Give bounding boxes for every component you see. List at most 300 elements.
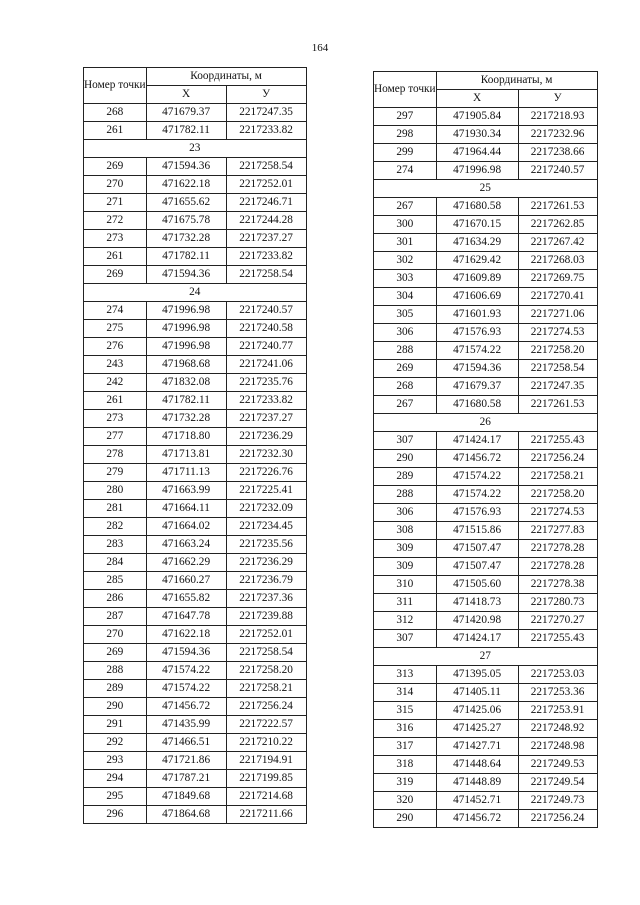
x-coordinate-cell: 471427.71 bbox=[436, 738, 518, 756]
x-coordinate-cell: 471574.22 bbox=[436, 468, 518, 486]
x-coordinate-cell: 471425.06 bbox=[436, 702, 518, 720]
x-coordinate-cell: 471996.98 bbox=[436, 162, 518, 180]
x-coordinate-cell: 471507.47 bbox=[436, 558, 518, 576]
x-coordinate-cell: 471622.18 bbox=[146, 176, 226, 194]
header-y: У bbox=[226, 86, 306, 104]
table-row bbox=[84, 338, 307, 356]
table-row bbox=[84, 590, 307, 608]
x-coordinate-cell: 471507.47 bbox=[436, 540, 518, 558]
x-coordinate-cell: 471594.36 bbox=[146, 158, 226, 176]
x-coordinate-cell: 471405.11 bbox=[436, 684, 518, 702]
y-coordinate-cell: 2217232.09 bbox=[226, 500, 306, 518]
y-coordinate-cell: 2217235.76 bbox=[226, 374, 306, 392]
coordinates-table-left bbox=[83, 67, 307, 824]
point-number-cell: 294 bbox=[84, 770, 147, 788]
y-coordinate-cell: 2217236.29 bbox=[226, 554, 306, 572]
point-number-cell: 282 bbox=[84, 518, 147, 536]
x-coordinate-cell: 471655.62 bbox=[146, 194, 226, 212]
table-row bbox=[374, 468, 598, 486]
table-row bbox=[374, 720, 598, 738]
x-coordinate-cell: 471663.24 bbox=[146, 536, 226, 554]
y-coordinate-cell: 2217253.36 bbox=[518, 684, 597, 702]
table-row bbox=[84, 248, 307, 266]
point-number-cell: 278 bbox=[84, 446, 147, 464]
x-coordinate-cell: 471664.02 bbox=[146, 518, 226, 536]
y-coordinate-cell: 2217255.43 bbox=[518, 432, 597, 450]
y-coordinate-cell: 2217218.93 bbox=[518, 108, 597, 126]
x-coordinate-cell: 471574.22 bbox=[146, 662, 226, 680]
y-coordinate-cell: 2217256.24 bbox=[226, 698, 306, 716]
point-number-cell: 269 bbox=[374, 360, 437, 378]
section-number: 23 bbox=[84, 140, 307, 158]
y-coordinate-cell: 2217253.03 bbox=[518, 666, 597, 684]
x-coordinate-cell: 471660.27 bbox=[146, 572, 226, 590]
y-coordinate-cell: 2217210.22 bbox=[226, 734, 306, 752]
section-row bbox=[374, 414, 598, 432]
point-number-cell: 270 bbox=[84, 626, 147, 644]
point-number-cell: 309 bbox=[374, 558, 437, 576]
x-coordinate-cell: 471622.18 bbox=[146, 626, 226, 644]
y-coordinate-cell: 2217258.54 bbox=[518, 360, 597, 378]
y-coordinate-cell: 2217261.53 bbox=[518, 198, 597, 216]
table-row bbox=[374, 198, 598, 216]
point-number-cell: 313 bbox=[374, 666, 437, 684]
x-coordinate-cell: 471435.99 bbox=[146, 716, 226, 734]
y-coordinate-cell: 2217271.06 bbox=[518, 306, 597, 324]
header-y: У bbox=[518, 90, 597, 108]
table-row bbox=[84, 104, 307, 122]
header-point-number: Номер точки bbox=[374, 72, 437, 108]
table-row bbox=[84, 770, 307, 788]
point-number-cell: 312 bbox=[374, 612, 437, 630]
point-number-cell: 306 bbox=[374, 324, 437, 342]
table-row bbox=[84, 176, 307, 194]
section-row bbox=[84, 284, 307, 302]
x-coordinate-cell: 471964.44 bbox=[436, 144, 518, 162]
point-number-cell: 268 bbox=[374, 378, 437, 396]
section-number: 26 bbox=[374, 414, 598, 432]
y-coordinate-cell: 2217240.57 bbox=[226, 302, 306, 320]
point-number-cell: 280 bbox=[84, 482, 147, 500]
table-row bbox=[374, 540, 598, 558]
point-number-cell: 267 bbox=[374, 198, 437, 216]
y-coordinate-cell: 2217258.21 bbox=[518, 468, 597, 486]
point-number-cell: 304 bbox=[374, 288, 437, 306]
point-number-cell: 281 bbox=[84, 500, 147, 518]
point-number-cell: 283 bbox=[84, 536, 147, 554]
table-row bbox=[84, 644, 307, 662]
point-number-cell: 317 bbox=[374, 738, 437, 756]
y-coordinate-cell: 2217278.38 bbox=[518, 576, 597, 594]
table-row bbox=[374, 666, 598, 684]
point-number-cell: 242 bbox=[84, 374, 147, 392]
point-number-cell: 298 bbox=[374, 126, 437, 144]
table-row bbox=[84, 554, 307, 572]
x-coordinate-cell: 471574.22 bbox=[436, 342, 518, 360]
header-coordinates: Координаты, м bbox=[436, 72, 597, 90]
header-x: X bbox=[436, 90, 518, 108]
y-coordinate-cell: 2217262.85 bbox=[518, 216, 597, 234]
y-coordinate-cell: 2217258.54 bbox=[226, 266, 306, 284]
point-number-cell: 273 bbox=[84, 410, 147, 428]
table-row bbox=[84, 302, 307, 320]
page-number: 164 bbox=[311, 42, 329, 54]
section-row bbox=[374, 648, 598, 666]
section-row bbox=[374, 180, 598, 198]
y-coordinate-cell: 2217233.82 bbox=[226, 248, 306, 266]
table-row bbox=[374, 702, 598, 720]
table-row bbox=[374, 774, 598, 792]
x-coordinate-cell: 471647.78 bbox=[146, 608, 226, 626]
point-number-cell: 284 bbox=[84, 554, 147, 572]
table-row bbox=[84, 500, 307, 518]
y-coordinate-cell: 2217238.66 bbox=[518, 144, 597, 162]
table-row bbox=[84, 212, 307, 230]
y-coordinate-cell: 2217247.35 bbox=[518, 378, 597, 396]
table-row bbox=[374, 612, 598, 630]
x-coordinate-cell: 471711.13 bbox=[146, 464, 226, 482]
table-row bbox=[374, 252, 598, 270]
x-coordinate-cell: 471425.27 bbox=[436, 720, 518, 738]
y-coordinate-cell: 2217246.71 bbox=[226, 194, 306, 212]
table-row bbox=[374, 306, 598, 324]
table-row bbox=[84, 734, 307, 752]
point-number-cell: 285 bbox=[84, 572, 147, 590]
y-coordinate-cell: 2217233.82 bbox=[226, 122, 306, 140]
y-coordinate-cell: 2217268.03 bbox=[518, 252, 597, 270]
y-coordinate-cell: 2217247.35 bbox=[226, 104, 306, 122]
x-coordinate-cell: 471664.11 bbox=[146, 500, 226, 518]
table-row bbox=[374, 810, 598, 828]
table-row bbox=[84, 680, 307, 698]
x-coordinate-cell: 471732.28 bbox=[146, 230, 226, 248]
x-coordinate-cell: 471452.71 bbox=[436, 792, 518, 810]
point-number-cell: 305 bbox=[374, 306, 437, 324]
table-row bbox=[374, 594, 598, 612]
point-number-cell: 297 bbox=[374, 108, 437, 126]
x-coordinate-cell: 471634.29 bbox=[436, 234, 518, 252]
y-coordinate-cell: 2217261.53 bbox=[518, 396, 597, 414]
x-coordinate-cell: 471594.36 bbox=[146, 266, 226, 284]
point-number-cell: 261 bbox=[84, 392, 147, 410]
x-coordinate-cell: 471448.89 bbox=[436, 774, 518, 792]
point-number-cell: 274 bbox=[374, 162, 437, 180]
x-coordinate-cell: 471718.80 bbox=[146, 428, 226, 446]
y-coordinate-cell: 2217235.56 bbox=[226, 536, 306, 554]
x-coordinate-cell: 471732.28 bbox=[146, 410, 226, 428]
x-coordinate-cell: 471670.15 bbox=[436, 216, 518, 234]
y-coordinate-cell: 2217258.54 bbox=[226, 158, 306, 176]
x-coordinate-cell: 471606.69 bbox=[436, 288, 518, 306]
point-number-cell: 269 bbox=[84, 158, 147, 176]
x-coordinate-cell: 471996.98 bbox=[146, 320, 226, 338]
y-coordinate-cell: 2217232.30 bbox=[226, 446, 306, 464]
x-coordinate-cell: 471594.36 bbox=[146, 644, 226, 662]
table-row bbox=[374, 126, 598, 144]
x-coordinate-cell: 471574.22 bbox=[146, 680, 226, 698]
point-number-cell: 299 bbox=[374, 144, 437, 162]
x-coordinate-cell: 471782.11 bbox=[146, 122, 226, 140]
y-coordinate-cell: 2217234.45 bbox=[226, 518, 306, 536]
y-coordinate-cell: 2217270.27 bbox=[518, 612, 597, 630]
table-row bbox=[374, 738, 598, 756]
y-coordinate-cell: 2217244.28 bbox=[226, 212, 306, 230]
x-coordinate-cell: 471456.72 bbox=[146, 698, 226, 716]
x-coordinate-cell: 471576.93 bbox=[436, 324, 518, 342]
x-coordinate-cell: 471663.99 bbox=[146, 482, 226, 500]
point-number-cell: 300 bbox=[374, 216, 437, 234]
point-number-cell: 314 bbox=[374, 684, 437, 702]
section-number: 24 bbox=[84, 284, 307, 302]
y-coordinate-cell: 2217256.24 bbox=[518, 450, 597, 468]
y-coordinate-cell: 2217278.28 bbox=[518, 558, 597, 576]
x-coordinate-cell: 471456.72 bbox=[436, 450, 518, 468]
table-row bbox=[374, 288, 598, 306]
table-row bbox=[374, 342, 598, 360]
y-coordinate-cell: 2217269.75 bbox=[518, 270, 597, 288]
x-coordinate-cell: 471832.08 bbox=[146, 374, 226, 392]
point-number-cell: 308 bbox=[374, 522, 437, 540]
table-row bbox=[374, 270, 598, 288]
y-coordinate-cell: 2217194.91 bbox=[226, 752, 306, 770]
y-coordinate-cell: 2217240.57 bbox=[518, 162, 597, 180]
table-row bbox=[84, 320, 307, 338]
point-number-cell: 307 bbox=[374, 630, 437, 648]
y-coordinate-cell: 2217267.42 bbox=[518, 234, 597, 252]
table-row bbox=[374, 234, 598, 252]
y-coordinate-cell: 2217248.92 bbox=[518, 720, 597, 738]
table-row bbox=[374, 630, 598, 648]
section-row bbox=[84, 140, 307, 158]
point-number-cell: 316 bbox=[374, 720, 437, 738]
y-coordinate-cell: 2217211.66 bbox=[226, 806, 306, 824]
x-coordinate-cell: 471420.98 bbox=[436, 612, 518, 630]
point-number-cell: 302 bbox=[374, 252, 437, 270]
y-coordinate-cell: 2217255.43 bbox=[518, 630, 597, 648]
x-coordinate-cell: 471601.93 bbox=[436, 306, 518, 324]
table-row bbox=[84, 446, 307, 464]
x-coordinate-cell: 471864.68 bbox=[146, 806, 226, 824]
x-coordinate-cell: 471679.37 bbox=[436, 378, 518, 396]
x-coordinate-cell: 471721.86 bbox=[146, 752, 226, 770]
table-row bbox=[84, 122, 307, 140]
table-row bbox=[374, 576, 598, 594]
point-number-cell: 320 bbox=[374, 792, 437, 810]
point-number-cell: 289 bbox=[374, 468, 437, 486]
table-row bbox=[374, 396, 598, 414]
y-coordinate-cell: 2217222.57 bbox=[226, 716, 306, 734]
point-number-cell: 269 bbox=[84, 266, 147, 284]
table-row bbox=[84, 698, 307, 716]
x-coordinate-cell: 471849.68 bbox=[146, 788, 226, 806]
point-number-cell: 295 bbox=[84, 788, 147, 806]
x-coordinate-cell: 471609.89 bbox=[436, 270, 518, 288]
coordinates-table-right bbox=[373, 71, 598, 828]
section-number: 25 bbox=[374, 180, 598, 198]
point-number-cell: 288 bbox=[374, 486, 437, 504]
table-row bbox=[374, 108, 598, 126]
table-row bbox=[84, 536, 307, 554]
point-number-cell: 270 bbox=[84, 176, 147, 194]
table-row bbox=[374, 558, 598, 576]
table-row bbox=[84, 194, 307, 212]
y-coordinate-cell: 2217233.82 bbox=[226, 392, 306, 410]
point-number-cell: 309 bbox=[374, 540, 437, 558]
point-number-cell: 318 bbox=[374, 756, 437, 774]
x-coordinate-cell: 471515.86 bbox=[436, 522, 518, 540]
y-coordinate-cell: 2217237.27 bbox=[226, 410, 306, 428]
header-coordinates: Координаты, м bbox=[146, 68, 306, 86]
table-row bbox=[84, 788, 307, 806]
x-coordinate-cell: 471576.93 bbox=[436, 504, 518, 522]
point-number-cell: 288 bbox=[374, 342, 437, 360]
y-coordinate-cell: 2217236.29 bbox=[226, 428, 306, 446]
y-coordinate-cell: 2217236.79 bbox=[226, 572, 306, 590]
y-coordinate-cell: 2217199.85 bbox=[226, 770, 306, 788]
point-number-cell: 269 bbox=[84, 644, 147, 662]
x-coordinate-cell: 471629.42 bbox=[436, 252, 518, 270]
point-number-cell: 274 bbox=[84, 302, 147, 320]
x-coordinate-cell: 471675.78 bbox=[146, 212, 226, 230]
table-row bbox=[84, 392, 307, 410]
table-row bbox=[374, 432, 598, 450]
x-coordinate-cell: 471594.36 bbox=[436, 360, 518, 378]
y-coordinate-cell: 2217249.54 bbox=[518, 774, 597, 792]
table-row bbox=[374, 684, 598, 702]
y-coordinate-cell: 2217277.83 bbox=[518, 522, 597, 540]
table-row bbox=[374, 756, 598, 774]
table-row bbox=[84, 608, 307, 626]
table-row bbox=[374, 144, 598, 162]
point-number-cell: 268 bbox=[84, 104, 147, 122]
x-coordinate-cell: 471424.17 bbox=[436, 432, 518, 450]
y-coordinate-cell: 2217241.06 bbox=[226, 356, 306, 374]
table-row bbox=[374, 162, 598, 180]
x-coordinate-cell: 471679.37 bbox=[146, 104, 226, 122]
table-row bbox=[374, 378, 598, 396]
x-coordinate-cell: 471713.81 bbox=[146, 446, 226, 464]
table-row bbox=[84, 662, 307, 680]
x-coordinate-cell: 471782.11 bbox=[146, 248, 226, 266]
point-number-cell: 301 bbox=[374, 234, 437, 252]
y-coordinate-cell: 2217240.77 bbox=[226, 338, 306, 356]
y-coordinate-cell: 2217249.53 bbox=[518, 756, 597, 774]
point-number-cell: 279 bbox=[84, 464, 147, 482]
point-number-cell: 293 bbox=[84, 752, 147, 770]
point-number-cell: 306 bbox=[374, 504, 437, 522]
y-coordinate-cell: 2217237.36 bbox=[226, 590, 306, 608]
x-coordinate-cell: 471448.64 bbox=[436, 756, 518, 774]
table-row bbox=[84, 716, 307, 734]
x-coordinate-cell: 471466.51 bbox=[146, 734, 226, 752]
point-number-cell: 288 bbox=[84, 662, 147, 680]
table-row bbox=[84, 518, 307, 536]
point-number-cell: 277 bbox=[84, 428, 147, 446]
x-coordinate-cell: 471930.34 bbox=[436, 126, 518, 144]
table-row bbox=[84, 482, 307, 500]
point-number-cell: 291 bbox=[84, 716, 147, 734]
y-coordinate-cell: 2217258.21 bbox=[226, 680, 306, 698]
x-coordinate-cell: 471787.21 bbox=[146, 770, 226, 788]
x-coordinate-cell: 471574.22 bbox=[436, 486, 518, 504]
section-number: 27 bbox=[374, 648, 598, 666]
table-row bbox=[84, 572, 307, 590]
x-coordinate-cell: 471680.58 bbox=[436, 198, 518, 216]
point-number-cell: 273 bbox=[84, 230, 147, 248]
point-number-cell: 275 bbox=[84, 320, 147, 338]
point-number-cell: 290 bbox=[374, 810, 437, 828]
point-number-cell: 307 bbox=[374, 432, 437, 450]
x-coordinate-cell: 471996.98 bbox=[146, 302, 226, 320]
y-coordinate-cell: 2217258.54 bbox=[226, 644, 306, 662]
y-coordinate-cell: 2217274.53 bbox=[518, 504, 597, 522]
table-row bbox=[84, 230, 307, 248]
header-x: X bbox=[146, 86, 226, 104]
point-number-cell: 276 bbox=[84, 338, 147, 356]
point-number-cell: 267 bbox=[374, 396, 437, 414]
point-number-cell: 261 bbox=[84, 122, 147, 140]
x-coordinate-cell: 471905.84 bbox=[436, 108, 518, 126]
point-number-cell: 296 bbox=[84, 806, 147, 824]
x-coordinate-cell: 471456.72 bbox=[436, 810, 518, 828]
point-number-cell: 292 bbox=[84, 734, 147, 752]
table-row bbox=[84, 752, 307, 770]
y-coordinate-cell: 2217248.98 bbox=[518, 738, 597, 756]
x-coordinate-cell: 471424.17 bbox=[436, 630, 518, 648]
y-coordinate-cell: 2217253.91 bbox=[518, 702, 597, 720]
point-number-cell: 290 bbox=[84, 698, 147, 716]
table-row bbox=[84, 626, 307, 644]
point-number-cell: 287 bbox=[84, 608, 147, 626]
x-coordinate-cell: 471968.68 bbox=[146, 356, 226, 374]
point-number-cell: 243 bbox=[84, 356, 147, 374]
y-coordinate-cell: 2217252.01 bbox=[226, 176, 306, 194]
table-row bbox=[374, 504, 598, 522]
x-coordinate-cell: 471418.73 bbox=[436, 594, 518, 612]
y-coordinate-cell: 2217258.20 bbox=[226, 662, 306, 680]
table-row bbox=[84, 464, 307, 482]
table-row bbox=[374, 324, 598, 342]
point-number-cell: 319 bbox=[374, 774, 437, 792]
table-row bbox=[374, 216, 598, 234]
y-coordinate-cell: 2217274.53 bbox=[518, 324, 597, 342]
table-row bbox=[374, 486, 598, 504]
table-row bbox=[84, 806, 307, 824]
y-coordinate-cell: 2217258.20 bbox=[518, 342, 597, 360]
y-coordinate-cell: 2217278.28 bbox=[518, 540, 597, 558]
table-row bbox=[84, 266, 307, 284]
x-coordinate-cell: 471996.98 bbox=[146, 338, 226, 356]
point-number-cell: 315 bbox=[374, 702, 437, 720]
table-row bbox=[84, 428, 307, 446]
y-coordinate-cell: 2217280.73 bbox=[518, 594, 597, 612]
y-coordinate-cell: 2217239.88 bbox=[226, 608, 306, 626]
point-number-cell: 272 bbox=[84, 212, 147, 230]
table-row bbox=[374, 792, 598, 810]
table-row bbox=[84, 410, 307, 428]
point-number-cell: 286 bbox=[84, 590, 147, 608]
point-number-cell: 290 bbox=[374, 450, 437, 468]
point-number-cell: 261 bbox=[84, 248, 147, 266]
table-row bbox=[374, 522, 598, 540]
x-coordinate-cell: 471680.58 bbox=[436, 396, 518, 414]
y-coordinate-cell: 2217214.68 bbox=[226, 788, 306, 806]
x-coordinate-cell: 471655.82 bbox=[146, 590, 226, 608]
y-coordinate-cell: 2217232.96 bbox=[518, 126, 597, 144]
y-coordinate-cell: 2217270.41 bbox=[518, 288, 597, 306]
x-coordinate-cell: 471395.05 bbox=[436, 666, 518, 684]
point-number-cell: 289 bbox=[84, 680, 147, 698]
